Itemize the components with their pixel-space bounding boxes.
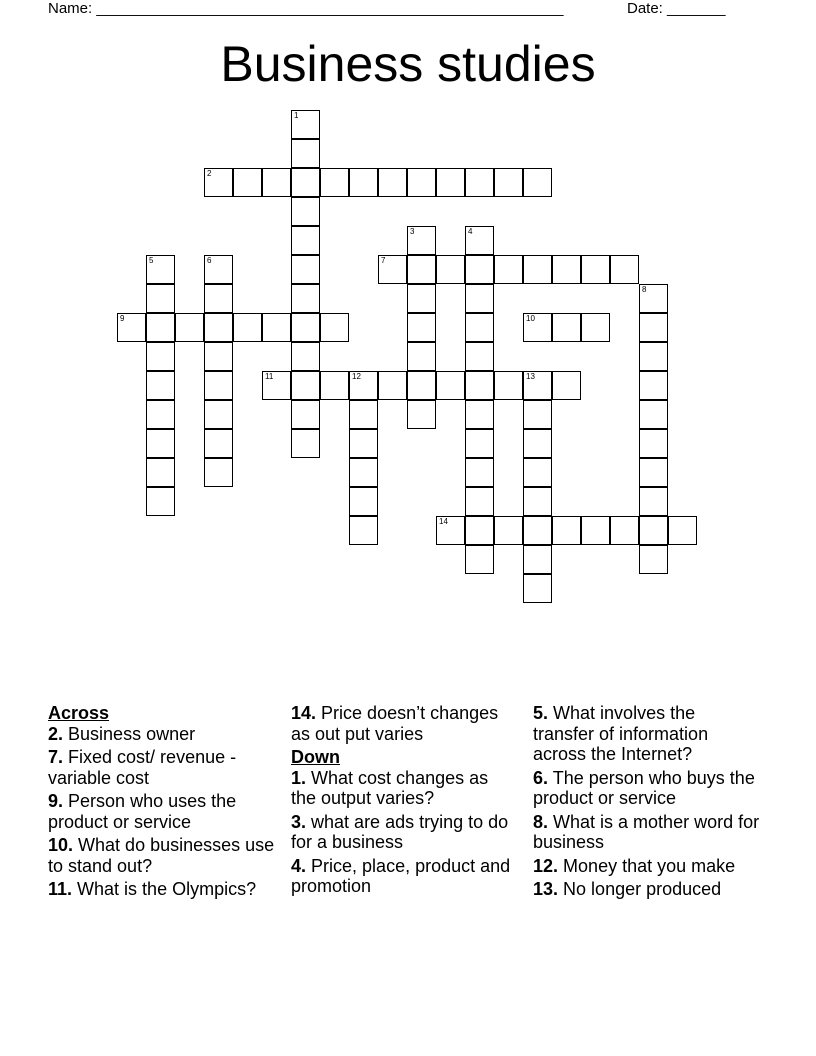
clue-text: Business owner	[68, 723, 196, 744]
grid-cell[interactable]	[146, 429, 175, 458]
clue-across-11	[48, 879, 283, 900]
grid-cell[interactable]	[523, 574, 552, 603]
down-heading: Down	[291, 747, 340, 767]
grid-cell[interactable]	[639, 429, 668, 458]
grid-cell[interactable]	[552, 516, 581, 545]
grid-cell[interactable]	[465, 458, 494, 487]
cell-number: 7	[381, 256, 386, 265]
grid-cell[interactable]	[175, 313, 204, 342]
grid-cell[interactable]	[146, 400, 175, 429]
grid-cell[interactable]	[639, 400, 668, 429]
cell-number: 5	[149, 256, 154, 265]
grid-cell[interactable]	[639, 487, 668, 516]
grid-cell[interactable]	[523, 255, 552, 284]
grid-cell[interactable]	[523, 487, 552, 516]
grid-cell[interactable]	[349, 458, 378, 487]
grid-cell[interactable]	[581, 313, 610, 342]
clue-number: 11.	[48, 879, 73, 899]
clue-down-1	[291, 768, 516, 809]
grid-cell[interactable]	[465, 284, 494, 313]
cell-number: 10	[526, 314, 535, 323]
cell-number: 11	[265, 372, 274, 381]
clue-across-9	[48, 791, 283, 832]
grid-cell[interactable]	[291, 284, 320, 313]
grid-cell[interactable]	[291, 197, 320, 226]
clue-across-14	[291, 703, 516, 744]
clue-number: 5.	[533, 703, 549, 723]
grid-cell[interactable]	[378, 371, 407, 400]
grid-cell[interactable]	[349, 400, 378, 429]
grid-cell[interactable]	[146, 284, 175, 313]
grid-cell[interactable]	[465, 371, 494, 400]
grid-cell[interactable]	[610, 516, 639, 545]
grid-cell[interactable]	[668, 516, 697, 545]
clues-column-3	[533, 703, 761, 903]
grid-cell[interactable]	[291, 168, 320, 197]
cell-number: 1	[294, 111, 299, 120]
clue-number: 3.	[291, 811, 307, 832]
grid-cell[interactable]	[204, 371, 233, 400]
grid-cell[interactable]	[204, 400, 233, 429]
grid-cell[interactable]	[204, 284, 233, 313]
grid-cell[interactable]	[378, 168, 407, 197]
grid-cell[interactable]	[291, 255, 320, 284]
clue-text: What is the Olympics?	[77, 879, 257, 899]
grid-cell[interactable]	[146, 371, 175, 400]
grid-cell[interactable]	[378, 255, 407, 284]
grid-cell[interactable]	[204, 458, 233, 487]
clue-text: No longer produced	[563, 879, 722, 899]
grid-cell[interactable]	[407, 400, 436, 429]
grid-cell[interactable]	[436, 516, 465, 545]
grid-cell[interactable]	[436, 168, 465, 197]
clue-text: What is a mother word for business	[533, 811, 760, 852]
grid-cell[interactable]	[465, 487, 494, 516]
grid-cell[interactable]	[552, 313, 581, 342]
clue-text: The person who buys the product or service	[533, 767, 755, 808]
cell-number: 3	[410, 227, 415, 236]
grid-cell[interactable]	[639, 458, 668, 487]
across-heading: Across	[48, 703, 110, 723]
grid-cell[interactable]	[291, 429, 320, 458]
grid-cell[interactable]	[581, 255, 610, 284]
grid-cell[interactable]	[320, 168, 349, 197]
grid-cell[interactable]	[146, 342, 175, 371]
grid-cell[interactable]	[146, 458, 175, 487]
grid-cell[interactable]	[349, 168, 378, 197]
grid-cell[interactable]	[465, 226, 494, 255]
grid-cell[interactable]	[523, 168, 552, 197]
grid-cell[interactable]	[320, 313, 349, 342]
grid-cell[interactable]	[117, 313, 146, 342]
clue-text: Person who uses the product or service	[48, 791, 237, 832]
grid-cell[interactable]	[436, 371, 465, 400]
grid-cell[interactable]	[291, 139, 320, 168]
grid-cell[interactable]	[291, 226, 320, 255]
clue-across-2	[48, 724, 283, 745]
cell-number: 6	[207, 256, 212, 265]
clue-number: 13.	[533, 879, 559, 899]
clue-number: 6.	[533, 767, 549, 788]
grid-cell[interactable]	[407, 284, 436, 313]
grid-cell[interactable]	[465, 255, 494, 284]
clue-across-10	[48, 835, 283, 876]
grid-cell[interactable]	[320, 371, 349, 400]
grid-cell[interactable]	[523, 458, 552, 487]
grid-cell[interactable]	[262, 371, 291, 400]
grid-cell[interactable]	[639, 516, 668, 545]
grid-cell[interactable]	[407, 168, 436, 197]
clue-text: What do businesses use to stand out?	[48, 835, 275, 876]
grid-cell[interactable]	[291, 371, 320, 400]
grid-cell[interactable]	[262, 168, 291, 197]
grid-cell[interactable]	[610, 255, 639, 284]
grid-cell[interactable]	[291, 400, 320, 429]
grid-cell[interactable]	[146, 313, 175, 342]
grid-cell[interactable]	[494, 371, 523, 400]
clue-down-6	[533, 768, 761, 809]
grid-cell[interactable]	[407, 342, 436, 371]
clue-text: What involves the transfer of information across the Internet?	[533, 703, 709, 764]
grid-cell[interactable]	[233, 313, 262, 342]
grid-cell[interactable]	[146, 487, 175, 516]
date-field: Date: _______	[627, 0, 726, 17]
clue-text: Money that you make	[563, 855, 736, 876]
grid-cell[interactable]	[204, 429, 233, 458]
grid-cell[interactable]	[523, 313, 552, 342]
clue-number: 12.	[533, 855, 559, 876]
name-field: Name: ________________________________________________________	[48, 0, 564, 17]
grid-cell[interactable]	[407, 255, 436, 284]
clue-down-4	[291, 856, 516, 897]
clue-number: 8.	[533, 811, 549, 832]
clue-number: 4.	[291, 855, 307, 876]
grid-cell[interactable]	[291, 342, 320, 371]
grid-cell[interactable]	[465, 545, 494, 574]
clue-number: 10.	[48, 835, 74, 855]
cell-number: 9	[120, 314, 125, 323]
clue-text: Fixed cost/ revenue - variable cost	[48, 747, 237, 788]
clue-number: 14.	[291, 703, 317, 723]
grid-cell[interactable]	[465, 168, 494, 197]
grid-cell[interactable]	[262, 313, 291, 342]
grid-cell[interactable]	[523, 429, 552, 458]
clue-number: 1.	[291, 767, 307, 788]
grid-cell[interactable]	[204, 313, 233, 342]
clue-text: Price, place, product and promotion	[291, 855, 511, 896]
cell-number: 8	[642, 285, 647, 294]
clues-column-1	[48, 703, 283, 903]
clue-text: what are ads trying to do for a business	[291, 811, 509, 852]
grid-cell[interactable]	[407, 313, 436, 342]
clue-down-3	[291, 812, 516, 853]
grid-cell[interactable]	[639, 313, 668, 342]
grid-cell[interactable]	[465, 313, 494, 342]
clue-down-13	[533, 879, 761, 900]
cell-number: 14	[439, 517, 448, 526]
grid-cell[interactable]	[291, 313, 320, 342]
grid-cell[interactable]	[552, 371, 581, 400]
clue-text: Price doesn’t changes as out put varies	[291, 703, 499, 744]
grid-cell[interactable]	[523, 400, 552, 429]
grid-cell[interactable]	[407, 226, 436, 255]
grid-cell[interactable]	[465, 429, 494, 458]
grid-cell[interactable]	[494, 255, 523, 284]
grid-cell[interactable]	[204, 255, 233, 284]
grid-cell[interactable]	[349, 371, 378, 400]
clue-down-5	[533, 703, 761, 765]
grid-cell[interactable]	[349, 516, 378, 545]
clue-down-8	[533, 812, 761, 853]
clue-number: 2.	[48, 723, 64, 744]
cell-number: 12	[352, 372, 361, 381]
clue-number: 7.	[48, 747, 64, 767]
clue-across-7	[48, 747, 283, 788]
grid-cell[interactable]	[349, 429, 378, 458]
grid-cell[interactable]	[465, 342, 494, 371]
grid-cell[interactable]	[639, 545, 668, 574]
cell-number: 4	[468, 227, 473, 236]
grid-cell[interactable]	[639, 342, 668, 371]
grid-cell[interactable]	[552, 255, 581, 284]
clue-down-12	[533, 856, 761, 877]
grid-cell[interactable]	[523, 371, 552, 400]
clues-column-2	[291, 703, 516, 900]
grid-cell[interactable]	[494, 516, 523, 545]
grid-cell[interactable]	[523, 516, 552, 545]
grid-cell[interactable]	[204, 342, 233, 371]
cell-number: 2	[207, 169, 212, 178]
grid-cell[interactable]	[581, 516, 610, 545]
cell-number: 13	[526, 372, 535, 381]
grid-cell[interactable]	[639, 371, 668, 400]
grid-cell[interactable]	[349, 487, 378, 516]
grid-cell[interactable]	[436, 255, 465, 284]
grid-cell[interactable]	[523, 545, 552, 574]
grid-cell[interactable]	[204, 168, 233, 197]
grid-cell[interactable]	[465, 400, 494, 429]
grid-cell[interactable]	[146, 255, 175, 284]
grid-cell[interactable]	[407, 371, 436, 400]
grid-cell[interactable]	[494, 168, 523, 197]
clue-text: What cost changes as the output varies?	[291, 767, 489, 808]
grid-cell[interactable]	[639, 284, 668, 313]
grid-cell[interactable]	[291, 110, 320, 139]
grid-cell[interactable]	[465, 516, 494, 545]
grid-cell[interactable]	[233, 168, 262, 197]
clue-number: 9.	[48, 791, 64, 811]
page-title: Business studies	[220, 36, 596, 92]
